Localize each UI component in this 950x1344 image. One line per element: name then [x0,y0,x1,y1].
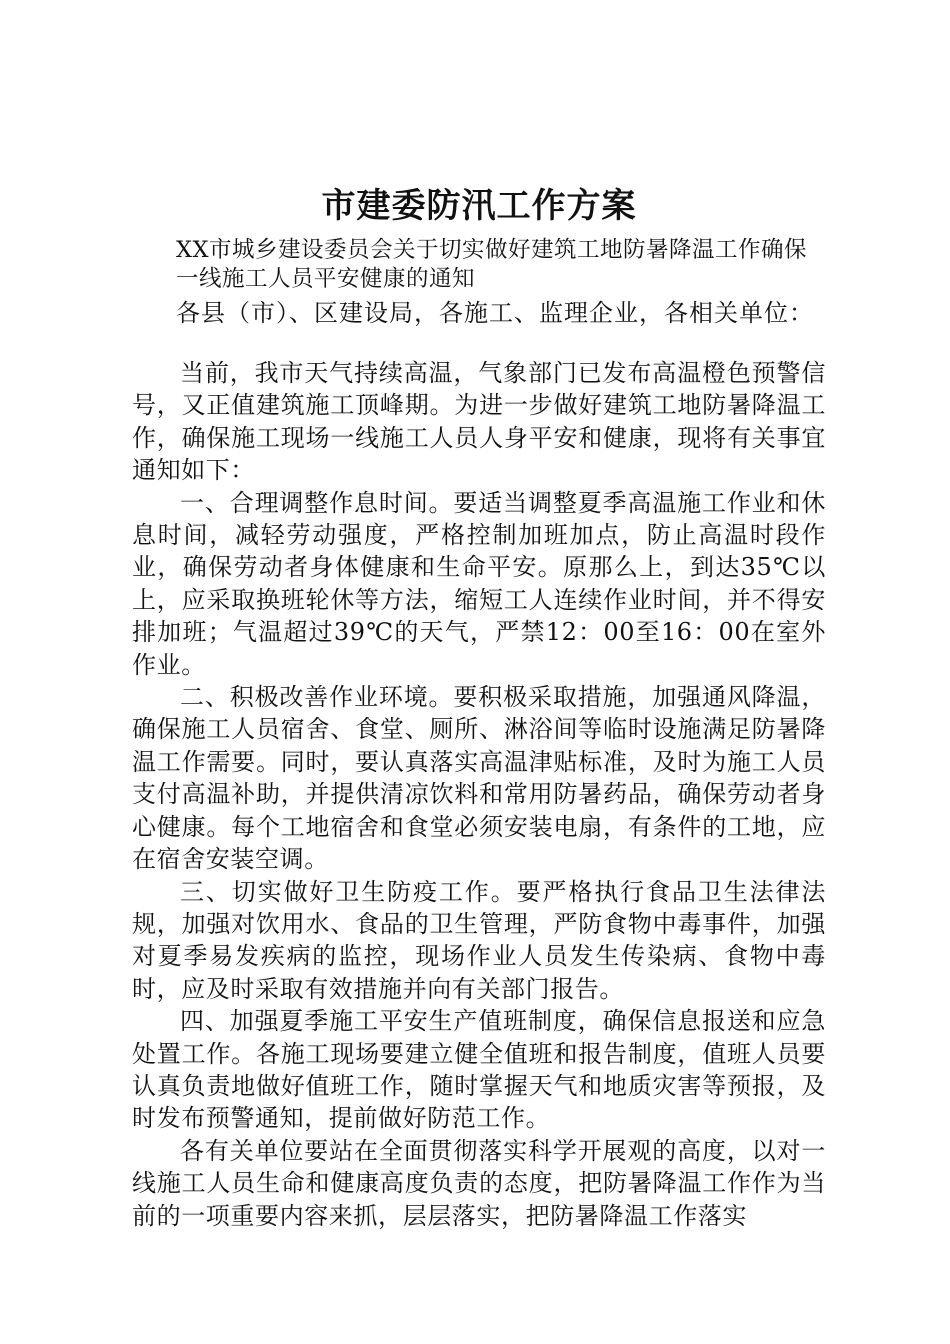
notice-subtitle: XX市城乡建设委员会关于切实做好建筑工地防暑降温工作确保一线施工人员平安健康的通知 [176,237,808,292]
paragraph-intro: 当前，我市天气持续高温，气象部门已发布高温橙色预警信号，又正值建筑施工顶峰期。为进一步做好建筑工地防暑降温工作，确保施工现场一线施工人员人身平安和健康，现将有关事宜通知如下： [132,359,826,485]
salutation: 各县（市）、区建设局，各施工、监理企业，各相关单位： [176,299,814,327]
paragraph-closing: 各有关单位要站在全面贯彻落实科学开展观的高度，以对一线施工人员生命和健康高度负责的态度，把防暑降温工作作为当前的一项重要内容来抓，层层落实，把防暑降温工作落实 [132,1136,826,1230]
document-body [132,357,826,1232]
document-title: 市建委防汛工作方案 [321,186,637,226]
paragraph-item-3: 三、切实做好卫生防疫工作。要严格执行食品卫生法律法规，加强对饮用水、食品的卫生管理，严防食物中毒事件，加强对夏季易发疾病的监控，现场作业人员发生传染病、食物中毒时，应及时采取有效措施并向有关部门报告。 [132,877,826,1003]
paragraph-item-1: 一、合理调整作息时间。要适当调整夏季高温施工作业和休息时间，减轻劳动强度，严格控制加班加点，防止高温时段作业，确保劳动者身体健康和生命平安。原那么上，到达35℃以上，应采取换班轮休等方法，缩短工人连续作业时间，并不得安排加班；气温超过39℃的天气，严禁12：00至16：00在室外作业。 [132,488,826,679]
paragraph-item-4: 四、加强夏季施工平安生产值班制度，确保信息报送和应急处置工作。各施工现场要建立健全值班和报告制度，值班人员要认真负责地做好值班工作，随时掌握天气和地质灾害等预报，及时发布预警通知，提前做好防范工作。 [132,1007,826,1133]
paragraph-item-2: 二、积极改善作业环境。要积极采取措施，加强通风降温，确保施工人员宿舍、食堂、厕所、淋浴间等临时设施满足防暑降温工作需要。同时，要认真落实高温津贴标准，及时为施工人员支付高温补助，并提供清凉饮料和常用防暑药品，确保劳动者身心健康。每个工地宿舍和食堂必须安装电扇，有条件的工地，应在宿舍安装空调。 [132,683,826,874]
